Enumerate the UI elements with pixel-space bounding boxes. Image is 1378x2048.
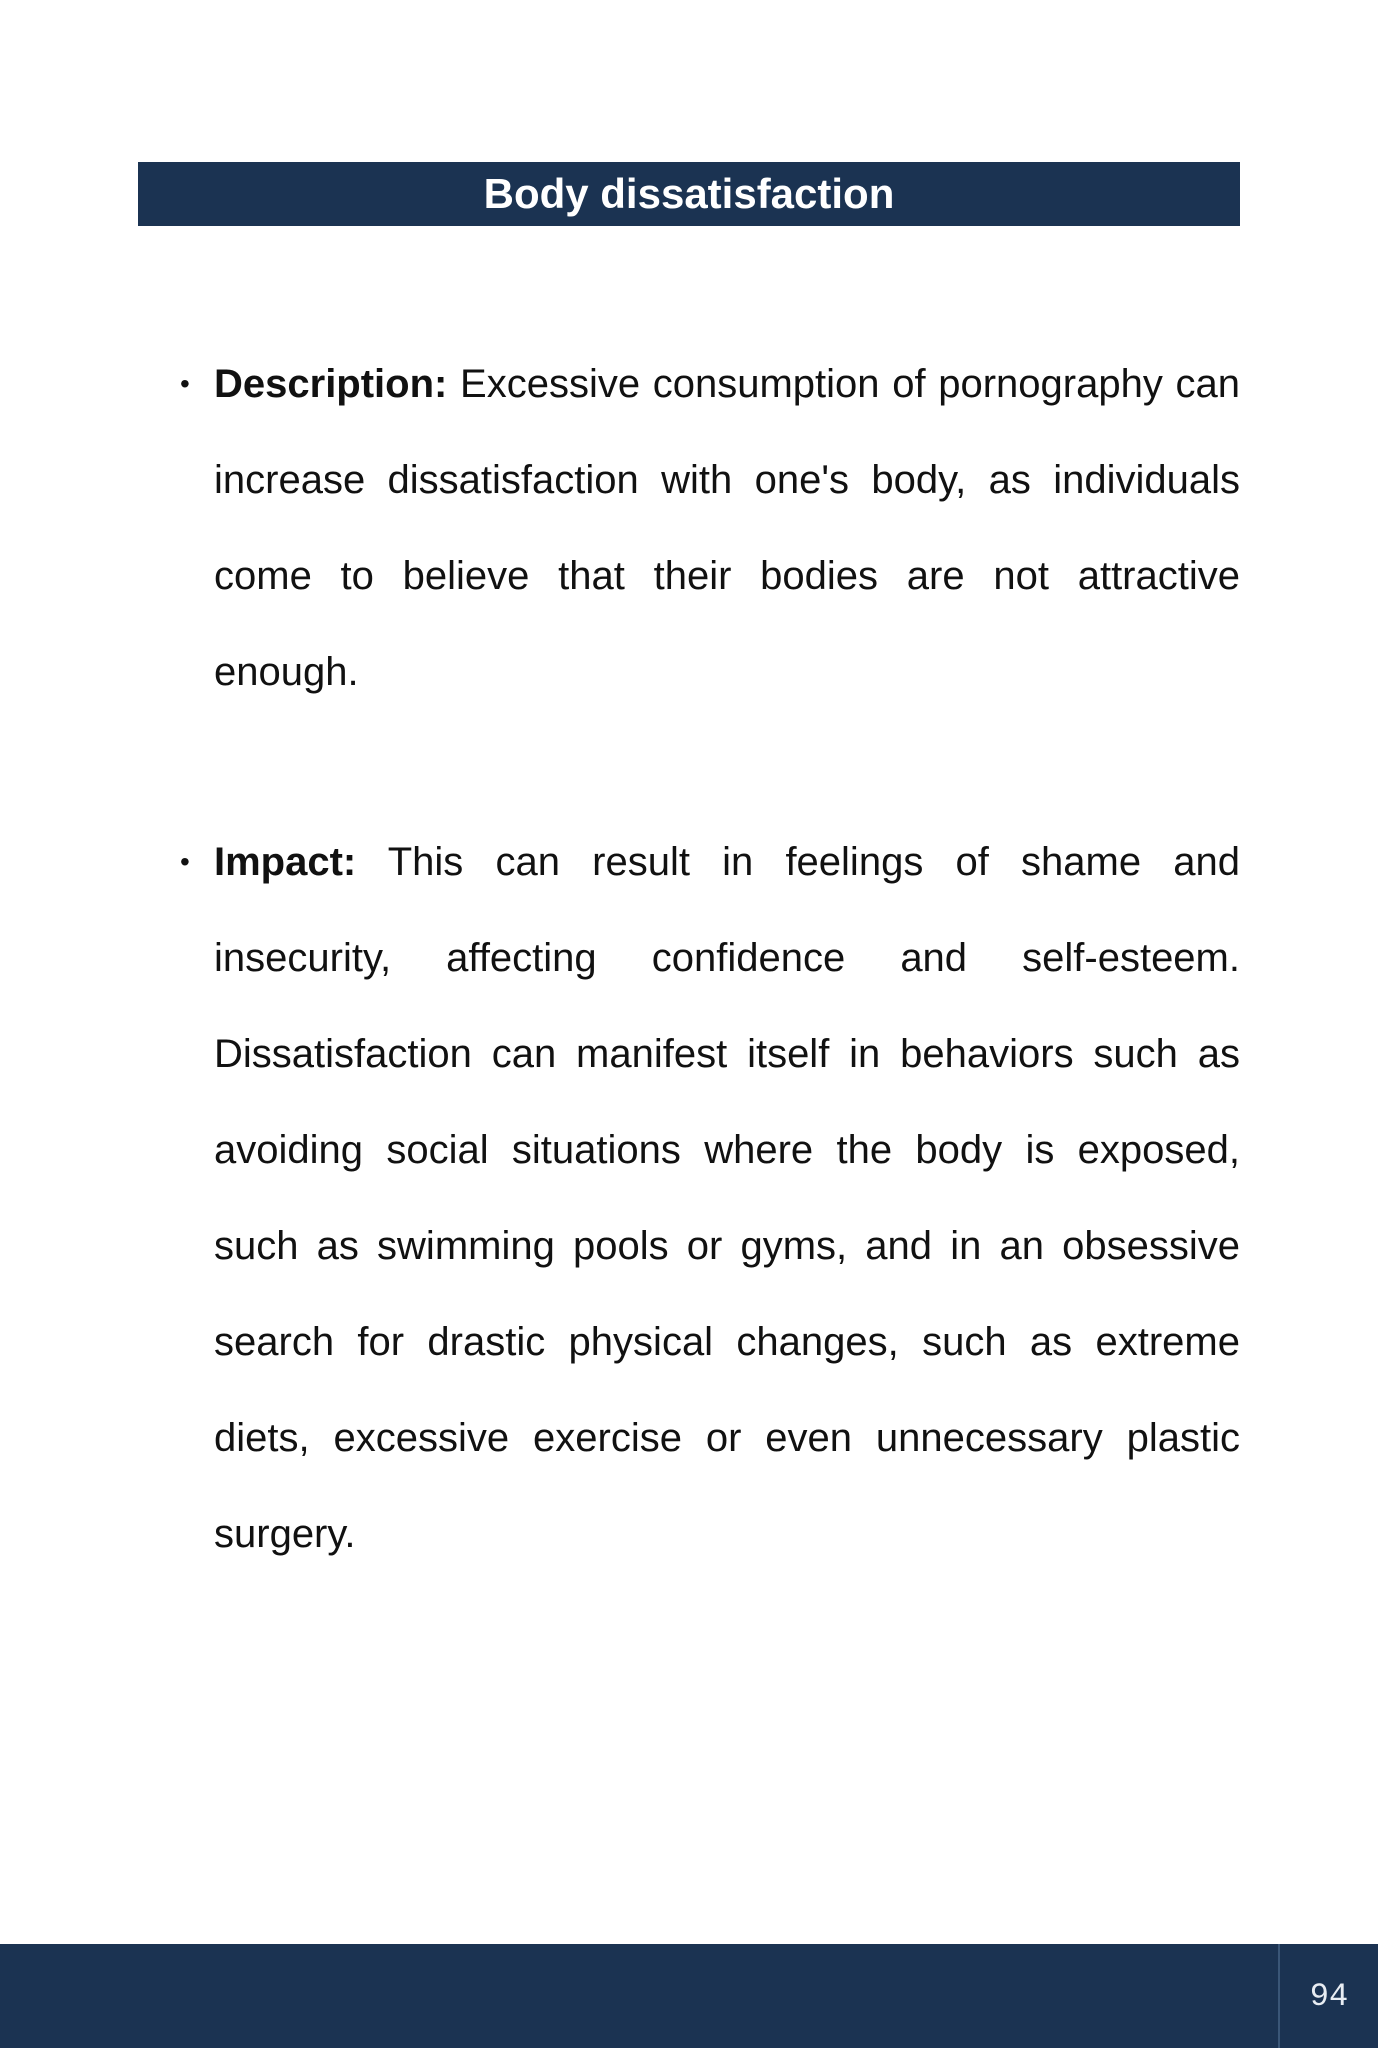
- item-label: Impact:: [214, 840, 357, 884]
- section-title-bar: [138, 162, 1240, 226]
- item-text: This can result in feelings of shame and insecurity, affecting confidence and self-esteem. Dissatisfaction can manifest itself in behaviors such as avoiding social situations where the body is exposed, such as swimming pools or gyms, and in an obsessive search for drastic physical changes, such as extreme diets, excessive exercise or even unnecessary plastic surgery.: [214, 840, 1241, 1556]
- footer-bar: [0, 1944, 1378, 2048]
- bullet-icon: •: [180, 846, 190, 877]
- bullet-icon: •: [180, 368, 190, 399]
- page-number-box: [1278, 1944, 1378, 2048]
- page-number: 94: [1309, 1977, 1349, 2015]
- list-item-description: [138, 336, 1240, 720]
- page-title: Body dissatisfaction: [483, 170, 895, 217]
- bullet-list: [138, 336, 1240, 1582]
- item-text: Excessive consumption of pornography can increase dissatisfaction with one's body, as individuals come to believe that their bodies are not attractive enough.: [214, 362, 1240, 694]
- list-item-impact: [138, 814, 1240, 1582]
- item-label: Description:: [214, 362, 448, 406]
- main-content: [138, 336, 1240, 1582]
